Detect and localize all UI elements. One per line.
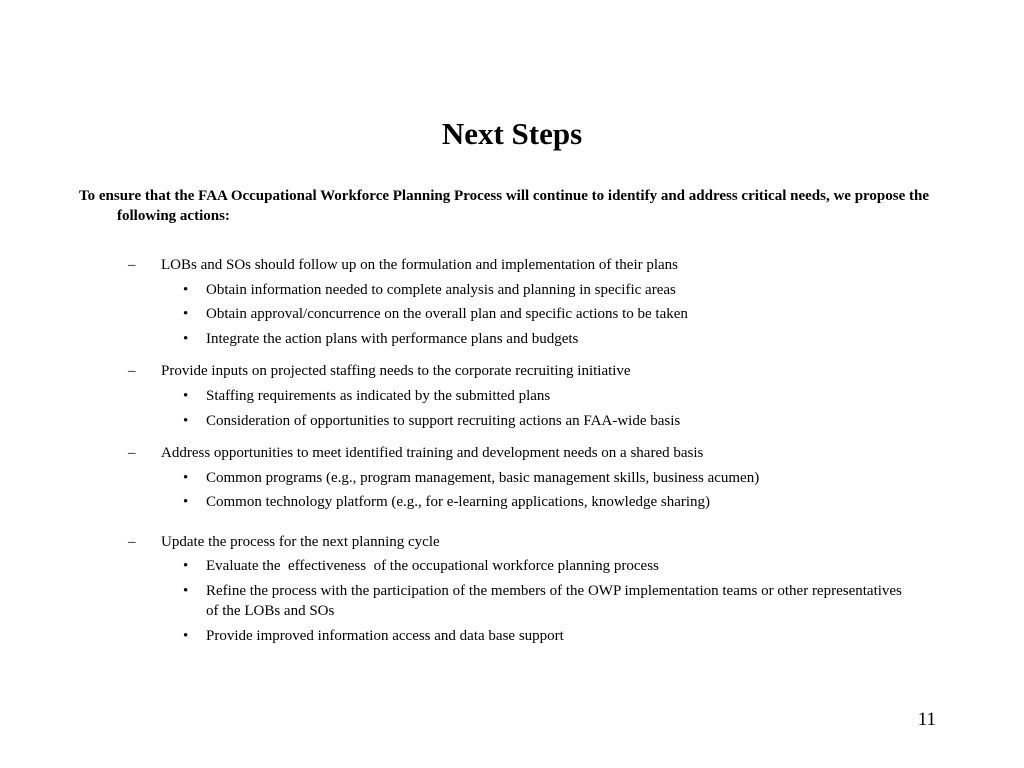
list-item-text: Common programs (e.g., program management, basic management skills, business acumen) (206, 470, 760, 486)
section-heading-text: LOBs and SOs should follow up on the formulation and implementation of their plans (161, 257, 679, 273)
list-item-text: Obtain approval/concurrence on the overall plan and specific actions to be taken (206, 306, 688, 322)
bullet-marker: • (183, 413, 189, 429)
list-item (183, 304, 913, 324)
bullet-marker: • (183, 306, 189, 322)
bullet-marker: • (183, 583, 189, 599)
section-heading-text: Provide inputs on projected staffing needs to the corporate recruiting initiative (161, 363, 631, 379)
dash-marker: – (128, 534, 136, 550)
section-heading (128, 443, 703, 463)
slide-title: Next Steps (441, 116, 583, 151)
list-item-text: Staffing requirements as indicated by the submitted plans (206, 388, 551, 404)
bullet-marker: • (183, 470, 189, 486)
bullet-marker: • (183, 558, 189, 574)
list-item-text: Common technology platform (e.g., for e-learning applications, knowledge sharing) (206, 494, 711, 510)
list-item-text: Provide improved information access and data base support (206, 628, 564, 644)
section-heading (128, 361, 631, 381)
dash-marker: – (128, 363, 136, 379)
list-item (183, 492, 913, 512)
section-heading (128, 532, 440, 552)
list-item (183, 626, 913, 646)
list-item (183, 280, 913, 300)
list-item (183, 411, 913, 431)
list-item (183, 581, 913, 621)
list-item-text: Evaluate the effectiveness of the occupational workforce planning process (206, 558, 659, 574)
bullet-marker: • (183, 331, 189, 347)
list-item (183, 556, 913, 576)
list-item (183, 329, 913, 349)
section-heading-text: Address opportunities to meet identified training and development needs on a shared basis (161, 445, 704, 461)
page-number: 11 (917, 709, 936, 730)
bullet-marker: • (183, 282, 189, 298)
list-item (183, 386, 913, 406)
dash-marker: – (128, 445, 136, 461)
list-item-text: Obtain information needed to complete analysis and planning in specific areas (206, 282, 676, 298)
dash-marker: – (128, 257, 136, 273)
section-heading (128, 255, 678, 275)
list-item-text: Integrate the action plans with performance plans and budgets (206, 331, 579, 347)
list-item (183, 468, 913, 488)
bullet-marker: • (183, 388, 189, 404)
section-heading-text: Update the process for the next planning cycle (161, 534, 440, 550)
bullet-marker: • (183, 494, 189, 510)
bullet-marker: • (183, 628, 189, 644)
list-item-text: Consideration of opportunities to support recruiting actions an FAA-wide basis (206, 413, 681, 429)
intro-paragraph: To ensure that the FAA Occupational Workforce Planning Process will continue to identify and address critical needs, we propose the following actions: (79, 188, 930, 224)
list-item-text: Refine the process with the participation of the members of the OWP implementation teams or other representatives of the LOBs and SOs (206, 583, 902, 619)
